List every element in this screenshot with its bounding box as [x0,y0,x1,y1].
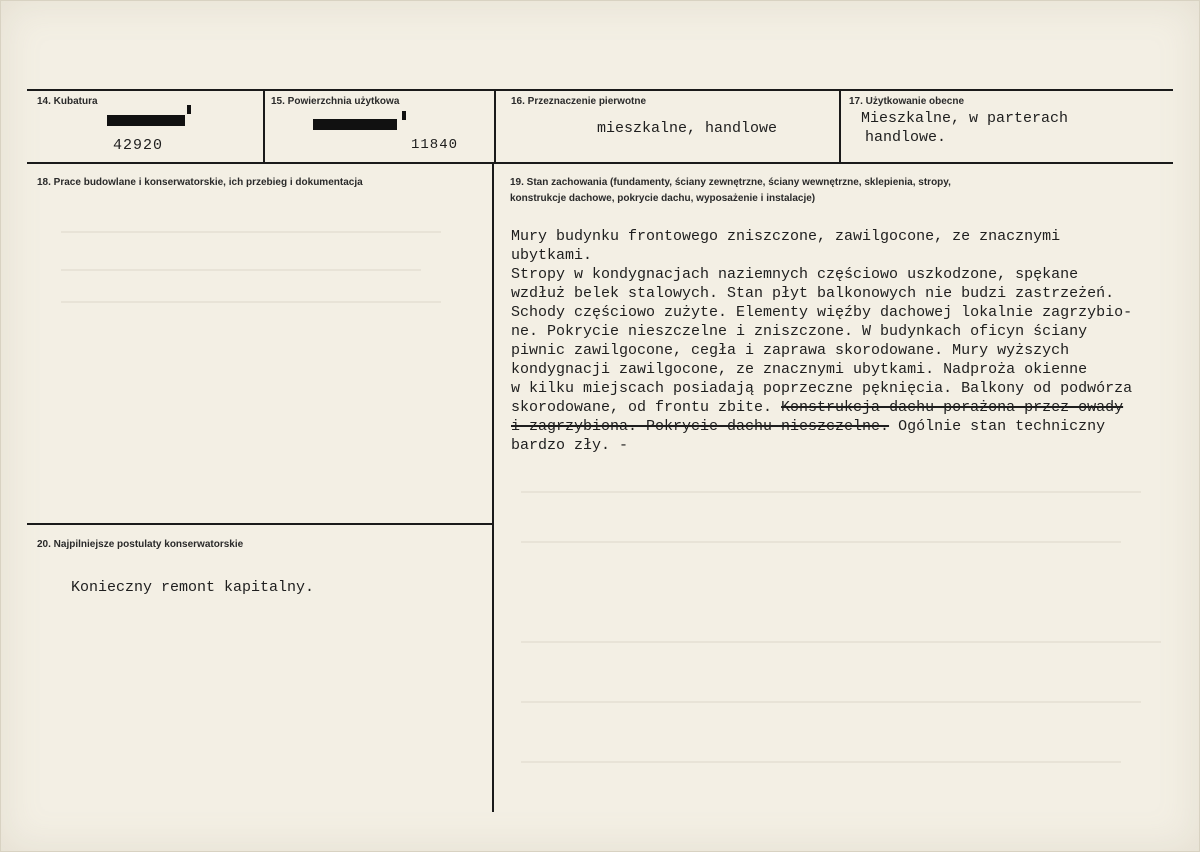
field-16-value: mieszkalne, handlowe [597,120,778,137]
field-14-label: 14. Kubatura [37,96,98,107]
field-19-line: Mury budynku frontowego zniszczone, zawilgocone, ze znacznymi [511,228,1061,245]
struck-text: Konstrukcja dachu porażona przez owady [781,399,1124,416]
divider-14-15 [263,89,265,164]
struck-text: i zagrzybiona. Pokrycie dachu nieszczelne. [511,418,890,435]
field-19-label-line: 19. Stan zachowania (fundamenty, ściany zewnętrzne, ściany wewnętrzne, sklepienia, stropy, [510,177,951,188]
redaction-mark [187,105,191,114]
show-through [521,541,1121,543]
divider-15-16 [494,89,496,164]
show-through [61,231,441,233]
divider-16-17 [839,89,841,164]
redaction-mark [313,119,397,130]
field-15-label: 15. Powierzchnia użytkowa [271,96,400,107]
field-19-text: Ogólnie stan techniczny [889,418,1106,435]
field-17-line: handlowe. [865,129,947,146]
field-19-line: kondygnacji zawilgocone, ze znacznymi ubytkami. Nadproża okienne [511,361,1088,378]
field-19-line: bardzo zły. - [511,437,629,454]
top-rule [27,89,1173,91]
show-through [521,491,1141,493]
main-vertical-divider [492,164,494,812]
field-19-line: w kilku miejscach posiadają poprzeczne pęknięcia. Balkony od podwórza [511,380,1133,397]
field-16-label: 16. Przeznaczenie pierwotne [511,96,647,107]
show-through [61,269,421,271]
field-19-line [511,417,1105,436]
show-through [521,701,1141,703]
field-19-line: ne. Pokrycie nieszczelne i zniszczone. W budynkach oficyn ściany [511,323,1088,340]
field-19-line: Schody częściowo zużyte. Elementy więźby dachowej lokalnie zagrzybio- [511,304,1133,321]
field-20-label: 20. Najpilniejsze postulaty konserwatorskie [37,539,244,550]
field-19-label-line: konstrukcje dachowe, pokrycie dachu, wyposażenie i instalacje) [510,193,816,204]
field-17-line: Mieszkalne, w parterach [861,110,1069,127]
field-19-line [511,398,1123,417]
field-19-line: piwnic zawilgocone, cegła i zaprawa skorodowane. Mury wyższych [511,342,1070,359]
divider-18-20 [27,523,494,525]
redaction-mark [402,111,406,120]
show-through [521,761,1121,763]
middle-rule [27,162,1173,164]
field-19-text: skorodowane, od frontu zbite. [511,399,782,416]
redaction-mark [107,115,185,126]
field-15-value: 11840 [411,137,459,153]
field-20-value: Konieczny remont kapitalny. [71,579,315,596]
show-through [61,301,441,303]
field-19-line: ubytkami. [511,247,593,264]
field-19-label [510,175,1160,207]
show-through [521,641,1161,643]
field-19-line: Stropy w kondygnacjach naziemnych częściowo uszkodzone, spękane [511,266,1079,283]
field-19-line: wzdłuż belek stalowych. Stan płyt balkonowych nie budzi zastrzeżeń. [511,285,1115,302]
field-18-label: 18. Prace budowlane i konserwatorskie, ich przebieg i dokumentacja [37,177,363,188]
field-17-label: 17. Użytkowanie obecne [849,96,965,107]
field-14-value: 42920 [113,137,164,154]
